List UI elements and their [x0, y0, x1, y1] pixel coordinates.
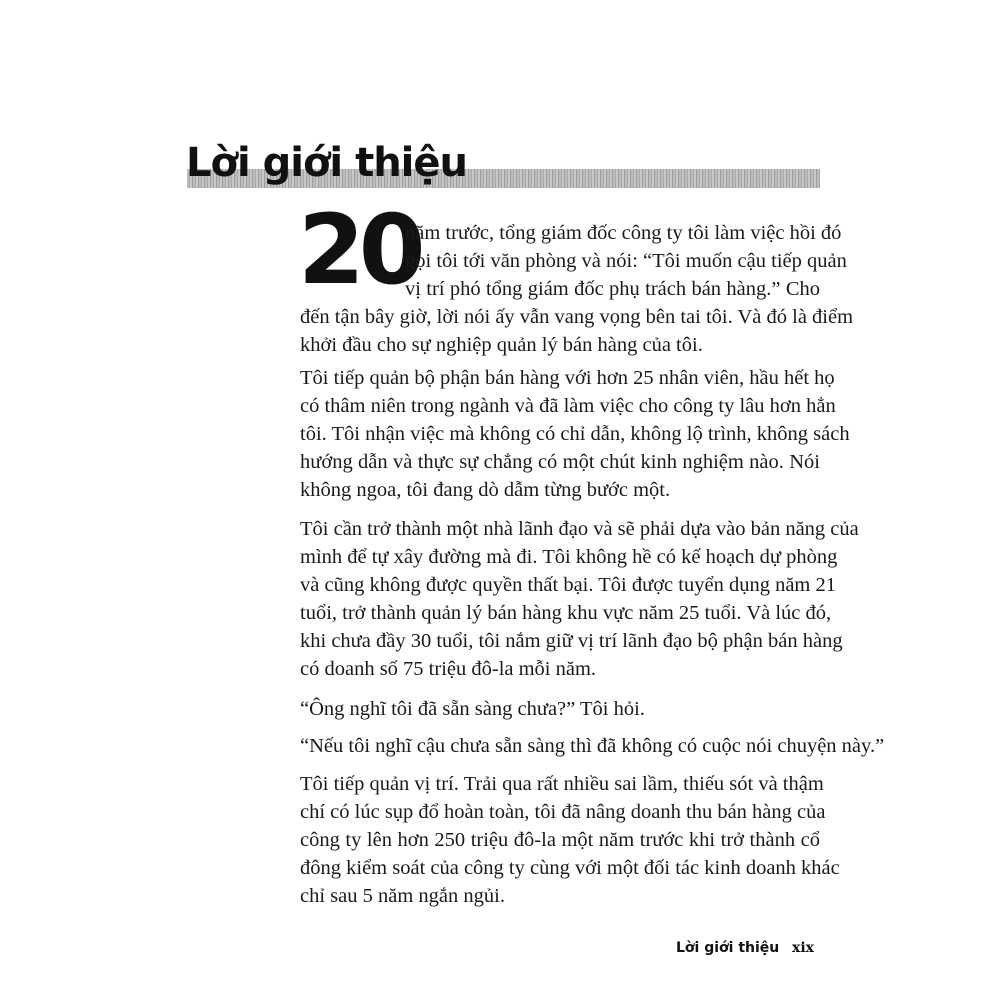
- text-line: hướng dẫn và thực sự chẳng có một chút kinh nghiệm nào. Nói: [300, 451, 820, 473]
- drop-cap: 20: [298, 194, 420, 306]
- text-line: mình để tự xây đường mà đi. Tôi không hề có kế hoạch dự phòng: [300, 546, 838, 568]
- text-line: năm trước, tổng giám đốc công ty tôi làm việc hồi đó: [405, 222, 842, 244]
- text-line: tuổi, trở thành quản lý bán hàng khu vực năm 25 tuổi. Và lúc đó,: [300, 602, 832, 624]
- text-line: “Nếu tôi nghĩ cậu chưa sẵn sàng thì đã không có cuộc nói chuyện này.”: [300, 735, 885, 757]
- text-line: tôi. Tôi nhận việc mà không có chỉ dẫn, không lộ trình, không sách: [300, 423, 850, 445]
- text-line: đến tận bây giờ, lời nói ấy vẫn vang vọng bên tai tôi. Và đó là điểm: [300, 306, 854, 328]
- text-line: Tôi cần trở thành một nhà lãnh đạo và sẽ phải dựa vào bản năng của: [300, 518, 859, 540]
- text-line: chí có lúc sụp đổ hoàn toàn, tôi đã nâng doanh thu bán hàng của: [300, 801, 826, 823]
- chapter-title: Lời giới thiệu: [186, 140, 467, 186]
- text-line: Tôi tiếp quản bộ phận bán hàng với hơn 25 nhân viên, hầu hết họ: [300, 367, 835, 389]
- page-number: xix: [792, 940, 815, 956]
- text-line: không ngoa, tôi đang dò dẫm từng bước một.: [300, 479, 671, 501]
- text-line: “Ông nghĩ tôi đã sẵn sàng chưa?” Tôi hỏi.: [300, 698, 645, 720]
- text-line: khi chưa đầy 30 tuổi, tôi nắm giữ vị trí lãnh đạo bộ phận bán hàng: [300, 630, 843, 652]
- text-line: có doanh số 75 triệu đô-la mỗi năm.: [300, 658, 597, 680]
- text-line: chỉ sau 5 năm ngắn ngủi.: [300, 885, 505, 907]
- text-line: có thâm niên trong ngành và đã làm việc cho công ty lâu hơn hẳn: [300, 395, 836, 417]
- text-line: gọi tôi tới văn phòng và nói: “Tôi muốn cậu tiếp quản: [405, 250, 847, 272]
- text-line: đông kiểm soát của công ty cùng với một đối tác kinh doanh khác: [300, 857, 840, 879]
- text-line: khởi đầu cho sự nghiệp quản lý bán hàng của tôi.: [300, 334, 703, 356]
- running-head: Lời giới thiệu: [676, 940, 780, 956]
- text-line: và cũng không được quyền thất bại. Tôi được tuyển dụng năm 21: [300, 574, 836, 596]
- text-line: Tôi tiếp quản vị trí. Trải qua rất nhiều sai lầm, thiếu sót và thậm: [300, 773, 824, 795]
- text-line: vị trí phó tổng giám đốc phụ trách bán hàng.” Cho: [405, 278, 820, 300]
- text-line: công ty lên hơn 250 triệu đô-la một năm trước khi trở thành cổ: [300, 829, 820, 851]
